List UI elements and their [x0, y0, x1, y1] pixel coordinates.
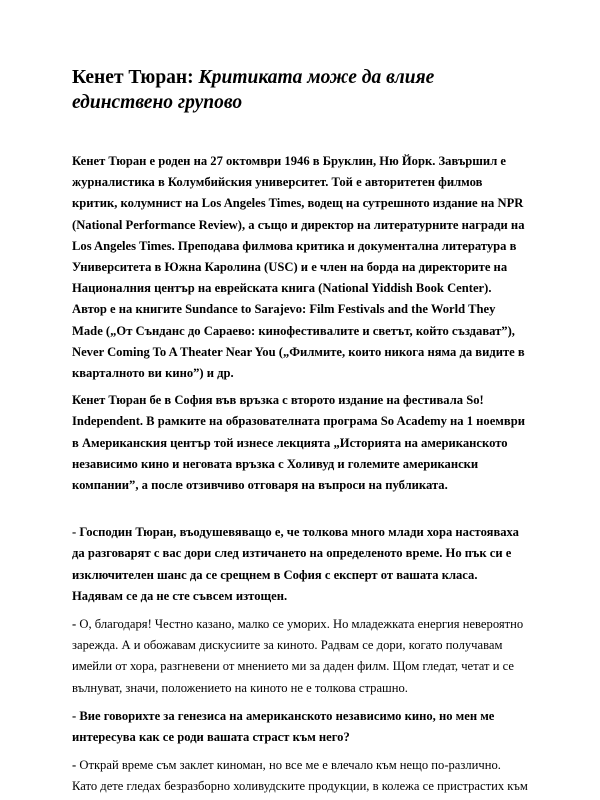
- answer-1-dash: -: [72, 617, 80, 632]
- answer-1: [72, 614, 528, 699]
- question-1: - Господин Тюран, въодушевяващо е, че толкова много млади хора настояваха да разговарят с вас дори след изтичането на определеното време. Но пък си е изключителен шанс да се срещнем в София с експерт от вашата класа. Надявам се да не сте съвсем изтощен.: [72, 525, 519, 603]
- answer-2-dash: -: [72, 758, 80, 773]
- intro-section: [72, 151, 528, 496]
- intro-paragraph-bio: Кенет Тюран е роден на 27 октомври 1946 в Бруклин, Ню Йорк. Завършил е журналистика в Колумбийския университет. Той е авторитетен филмов критик, колумнист на Los Angeles Times, водещ на сутрешното издание на NPR (National Performance Review), а също и директор на литературните награди на Los Angeles Times. Преподава филмова критика и документална литература в Университета в Южна Каролина (USC) и е член на борда на директорите на Националния център на еврейската книга (National Yiddish Book Center). Автор е на книгите Sundance to Sarajevo: Film Festivals and the World They Made („От Сънданс до Сараево: кинофестивалите и светът, който създават”), Never Coming To A Theater Near You („Филмите, които никога няма да видите в кварталното ви кино”) и др.: [72, 154, 525, 381]
- title-quote: Критиката може да влияе единствено групово: [72, 67, 435, 113]
- article-title: [72, 0, 528, 115]
- interview-section: [72, 522, 528, 797]
- answer-1-text: О, благодаря! Честно казано, малко се уморих. Но младежката енергия невероятно зарежда. А и обожавам дискусиите за киното. Радвам се дори, когато получавам имейли от хора, разгневени от мнението ми за даден филм. Щом гледат, четат и се вълнуват, значи, положението на киното не е толкова страшно.: [72, 617, 524, 695]
- title-name: Кенет Тюран:: [72, 67, 199, 88]
- answer-2-text: Открай време съм заклет киноман, но все ме е влечало към нещо по-различно. Като дете гледах безразборно холивудските продукции, в колежа се пристрастих към: [72, 758, 528, 794]
- intro-paragraph-event: Кенет Тюран бе в София във връзка с второто издание на фестивала So! Independent. В рамките на образователната програма So Academy на 1 ноември в Американския център той изнесе лекцията „Историята на американското независимо кино и неговата връзка с Холивуд и големите американски компании”, а после отзивчиво отговаря на въпроси на публиката.: [72, 393, 525, 493]
- question-2: - Вие говорихте за генезиса на американското независимо кино, но мен ме интересува как се роди вашата страст към него?: [72, 708, 495, 745]
- answer-2: [72, 755, 528, 797]
